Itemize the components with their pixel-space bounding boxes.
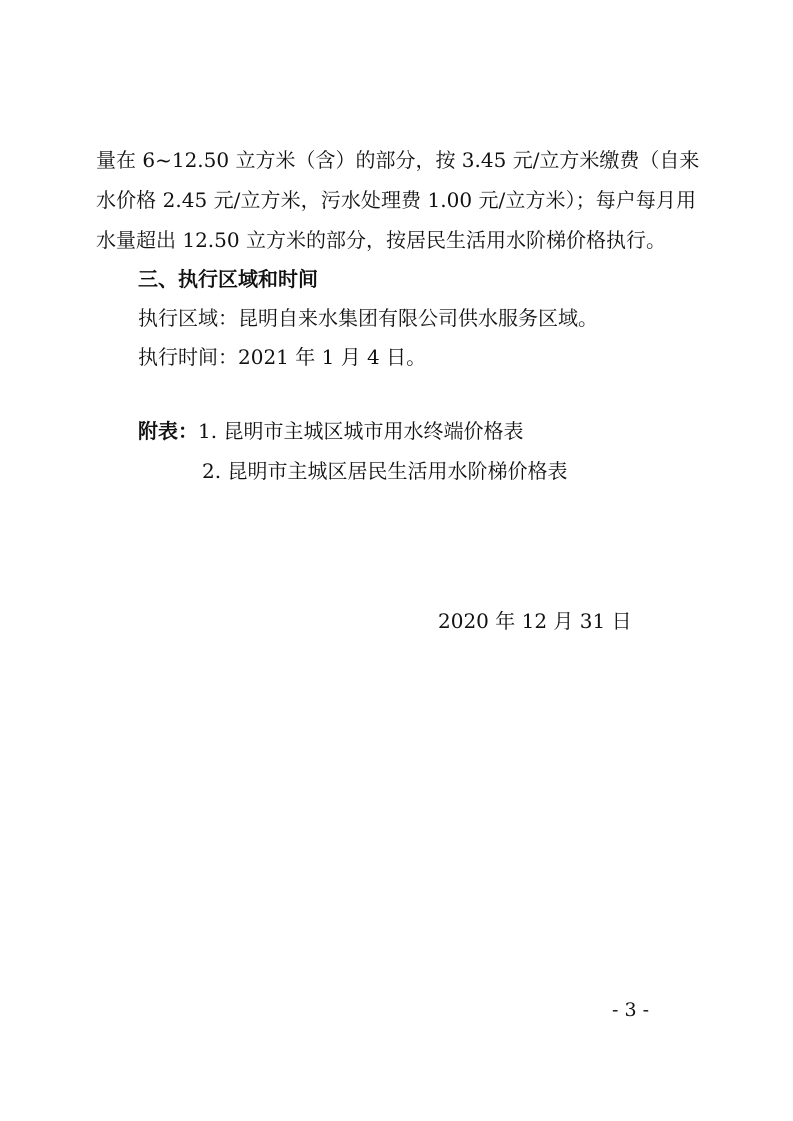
page-number: - 3 -: [612, 999, 650, 1021]
section-heading: 三、执行区域和时间: [138, 267, 318, 291]
document-date: 2020 年 12 月 31 日: [438, 609, 632, 633]
paragraph-line-3: 水量超出 12.50 立方米的部分，按居民生活用水阶梯价格执行。: [96, 228, 666, 252]
region-line: 执行区域：昆明自来水集团有限公司供水服务区域。: [138, 306, 598, 330]
attachment-item-1: 1. 昆明市主城区城市用水终端价格表: [198, 419, 524, 443]
attachment-row-1: [138, 417, 523, 445]
time-line: 执行时间：2021 年 1 月 4 日。: [138, 345, 427, 369]
paragraph-line-1: 量在 6~12.50 立方米（含）的部分，按 3.45 元/立方米缴费（自来: [96, 148, 700, 172]
paragraph-line-2: 水价格 2.45 元/立方米，污水处理费 1.00 元/立方米）；每户每月用: [96, 188, 696, 212]
attachment-label: 附表：: [138, 419, 198, 443]
attachment-item-2: 2. 昆明市主城区居民生活用水阶梯价格表: [202, 459, 568, 483]
